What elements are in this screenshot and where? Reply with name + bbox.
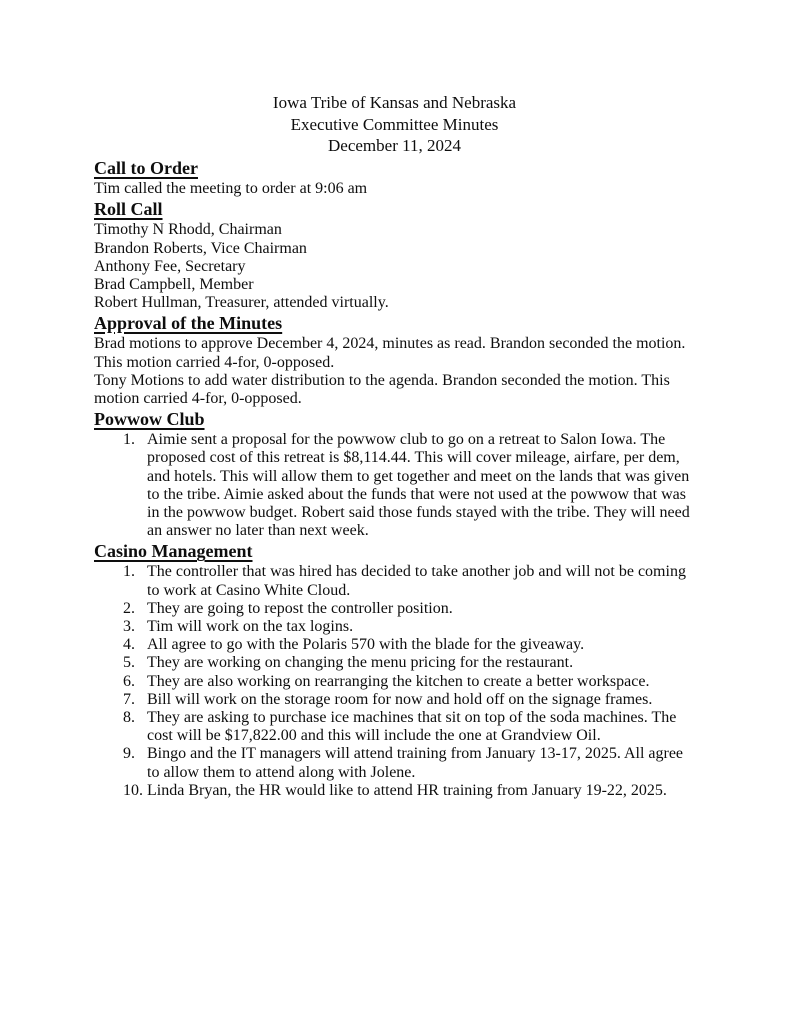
doc-title-date: December 11, 2024: [328, 136, 461, 156]
agenda-motion-paragraph: Tony Motions to add water distribution to the agenda. Brandon seconded the motion. This motion carried 4-for, 0-opposed.: [94, 371, 670, 407]
heading-powwow-club: Powwow Club: [94, 409, 205, 430]
list-item: [123, 691, 695, 709]
roll-call-member: Anthony Fee, Secretary: [94, 257, 246, 275]
list-item-text: Tim will work on the tax logins.: [147, 617, 354, 635]
list-item: [123, 709, 695, 745]
list-item: [123, 431, 695, 540]
list-item: [123, 654, 695, 672]
list-item-text: Bill will work on the storage room for now and hold off on the signage frames.: [147, 690, 653, 708]
list-item-text: Linda Bryan, the HR would like to attend HR training from January 19-22, 2025.: [147, 781, 667, 799]
doc-title-type: Executive Committee Minutes: [290, 114, 499, 134]
roll-call-member: Brandon Roberts, Vice Chairman: [94, 239, 307, 257]
list-item-text: They are also working on rearranging the kitchen to create a better workspace.: [147, 672, 650, 690]
list-item: [123, 563, 695, 599]
heading-approval-of-minutes: Approval of the Minutes: [94, 313, 283, 334]
roll-call-virtual-note: Robert Hullman, Treasurer, attended virtually.: [94, 294, 389, 312]
document-header: [94, 0, 695, 157]
list-item: [123, 636, 695, 654]
section-roll-call: [94, 198, 695, 312]
call-to-order-text: Tim called the meeting to order at 9:06 am: [94, 180, 368, 198]
powwow-club-list: [94, 431, 695, 540]
section-powwow-club: [94, 408, 695, 540]
list-item-text: They are working on changing the menu pricing for the restaurant.: [147, 654, 574, 672]
list-item-text: Aimie sent a proposal for the powwow club to go on a retreat to Salon Iowa. The proposed cost of this retreat is $8,114.44. This will cover mileage, airfare, per dem, and hotels. This will allow them to get together and meet on the lands that was given to the tribe. Aimie asked about the funds that were not used at the powwow that was in the powwow budget. Robert said those funds stayed with the tribe. They will need an answer no later than next week.: [147, 431, 690, 540]
approval-motion-paragraph: Brad motions to approve December 4, 2024, minutes as read. Brandon seconded the motion. This motion carried 4-for, 0-opposed.: [94, 335, 686, 371]
list-item-text: The controller that was hired has decided to take another job and will not be coming to work at Casino White Cloud.: [147, 563, 686, 599]
list-item: [123, 782, 695, 800]
list-item-text: Bingo and the IT managers will attend training from January 13-17, 2025. All agree to allow them to attend along with Jolene.: [147, 745, 684, 781]
list-item: [123, 745, 695, 781]
casino-management-list: [94, 563, 695, 800]
doc-title-organization: Iowa Tribe of Kansas and Nebraska: [272, 93, 517, 112]
list-item-text: All agree to go with the Polaris 570 with the blade for the giveaway.: [147, 636, 585, 654]
heading-roll-call: Roll Call: [94, 199, 163, 220]
section-casino-management: [94, 540, 695, 800]
roll-call-member: Brad Campbell, Member: [94, 275, 254, 293]
list-item: [123, 618, 695, 636]
list-item: [123, 600, 695, 618]
list-item-text: They are asking to purchase ice machines that sit on top of the soda machines. The cost will be $17,822.00 and this will include the one at Grandview Oil.: [147, 708, 677, 745]
roll-call-member: Timothy N Rhodd, Chairman: [94, 221, 282, 239]
heading-call-to-order: Call to Order: [94, 158, 198, 179]
section-call-to-order: [94, 157, 695, 198]
list-item: [123, 673, 695, 691]
section-approval-of-minutes: [94, 312, 695, 408]
heading-casino-management: Casino Management: [94, 541, 253, 562]
list-item-text: They are going to repost the controller position.: [147, 599, 453, 617]
